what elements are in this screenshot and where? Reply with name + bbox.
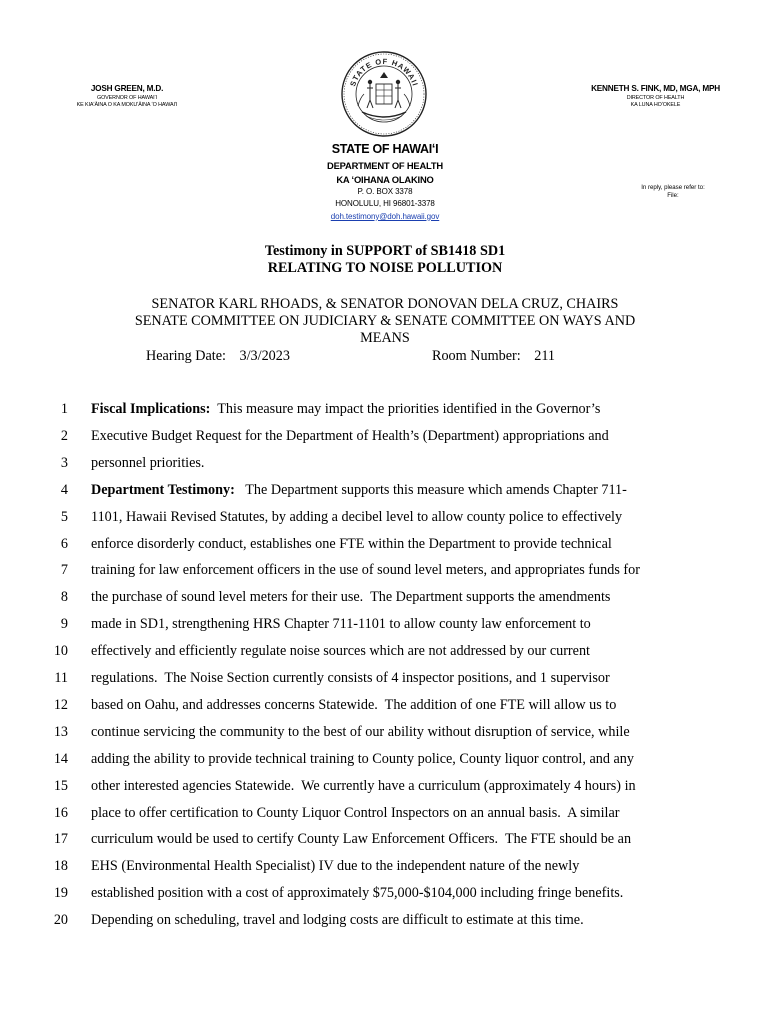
body-line: [91, 482, 691, 499]
line-text: established position with a cost of approximately $75,000-$104,000 including fringe benefits.: [91, 885, 624, 901]
email-link[interactable]: doh.testimony@doh.hawaii.gov: [330, 211, 440, 221]
governor-name: JOSH GREEN, M.D.: [90, 84, 164, 93]
body-line: [91, 536, 691, 553]
room-number-label: Room Number:: [432, 348, 521, 364]
line-text: curriculum would be used to certify County Law Enforcement Officers. The FTE should be an: [91, 831, 632, 847]
line-number: 6: [60, 536, 68, 552]
line-number: 20: [53, 912, 68, 928]
director-block: [588, 84, 723, 109]
department-name: DEPARTMENT OF HEALTH: [327, 160, 443, 171]
line-number: 8: [60, 589, 68, 605]
line-number: 12: [53, 697, 68, 713]
testimony-title-line2: RELATING TO NOISE POLLUTION: [267, 260, 503, 276]
line-number: 9: [60, 616, 68, 632]
line-text: EHS (Environmental Health Specialist) IV due to the independent nature of the newly: [91, 858, 580, 874]
body-line: [91, 912, 691, 929]
governor-block: [62, 84, 192, 109]
body-line: [91, 697, 691, 714]
body-line: [91, 885, 691, 902]
line-number: 1: [60, 401, 68, 417]
state-seal-icon: [340, 50, 428, 138]
section-heading: Department Testimony:: [91, 482, 235, 498]
line-text: effectively and efficiently regulate noise sources which are not addressed by our current: [91, 643, 590, 659]
line-text: Executive Budget Request for the Department of Health’s (Department) appropriations and: [91, 428, 609, 444]
line-number: 3: [60, 455, 68, 471]
line-text: 1101, Hawaii Revised Statutes, by adding a decibel level to allow county police to effectively: [91, 509, 623, 525]
line-number: 4: [60, 482, 68, 498]
address-block: [185, 186, 585, 223]
body-line: [91, 831, 691, 848]
line-number: 19: [53, 885, 68, 901]
hearing-date-value: 3/3/2023: [239, 348, 290, 364]
committee-block: [95, 296, 675, 347]
governor-title: GOVERNOR OF HAWAI‘I: [97, 95, 157, 101]
line-text: other interested agencies Statewide. We currently have a curriculum (approximately 4 hours) in: [91, 778, 636, 794]
committee-line3: MEANS: [360, 330, 410, 346]
line-number: 7: [60, 562, 68, 578]
director-title: DIRECTOR OF HEALTH: [626, 95, 685, 101]
director-name: KENNETH S. FINK, MD, MGA, MPH: [591, 84, 720, 93]
line-number: 18: [53, 858, 68, 874]
body-line: [91, 616, 691, 633]
line-number: 16: [53, 805, 68, 821]
body-line: [91, 670, 691, 687]
committee-line2: SENATE COMMITTEE ON JUDICIARY & SENATE COMMITTEE ON WAYS AND: [134, 313, 636, 329]
body-line: [91, 858, 691, 875]
line-text: enforce disorderly conduct, establishes one FTE within the Department to provide technical: [91, 536, 612, 552]
line-text: training for law enforcement officers in the use of sound level meters, and appropriates funds for: [91, 562, 640, 578]
body-line: [91, 805, 691, 822]
body-line: [91, 401, 691, 418]
line-text: This measure may impact the priorities identified in the Governor’s: [210, 401, 601, 417]
department-block: [185, 159, 585, 187]
reply-block: [628, 184, 718, 200]
governor-title-hawaiian: KE KIAʻĀINA O KA MOKUʻĀINA ʻO HAWAIʻI: [76, 102, 178, 108]
line-text: The Department supports this measure which amends Chapter 711-: [234, 482, 627, 498]
seal-text: STATE OF HAWAII: [348, 56, 420, 88]
file-label: File:: [667, 192, 679, 199]
body-line: [91, 778, 691, 795]
line-number: 17: [53, 831, 68, 847]
line-text: Depending on scheduling, travel and lodging costs are difficult to estimate at this time.: [91, 912, 584, 928]
body-line: [91, 455, 691, 472]
room-number: [432, 348, 555, 365]
department-name-hawaiian: KA ʻOIHANA OLAKINO: [336, 174, 434, 185]
line-number: 11: [54, 670, 68, 686]
committee-line1: SENATOR KARL RHOADS, & SENATOR DONOVAN DELA CRUZ, CHAIRS: [151, 296, 619, 312]
body-line: [91, 562, 691, 579]
state-name: STATE OF HAWAIʻI: [331, 142, 439, 156]
line-number: 15: [53, 778, 68, 794]
line-text: personnel priorities.: [91, 455, 205, 471]
line-number: 13: [53, 724, 68, 740]
body-line: [91, 751, 691, 768]
reply-label: In reply, please refer to:: [641, 184, 705, 191]
line-text: place to offer certification to County Liquor Control Inspectors on an annual basis. A similar: [91, 805, 620, 821]
body-line: [91, 589, 691, 606]
hearing-date: [146, 348, 290, 365]
body-line: [91, 724, 691, 741]
director-title-hawaiian: KA LUNA HOʻOKELE: [630, 102, 681, 108]
body-line: [91, 428, 691, 445]
line-number: 14: [53, 751, 68, 767]
line-number: 5: [60, 509, 68, 525]
line-text: continue servicing the community to the best of our ability without disruption of service, while: [91, 724, 630, 740]
po-box: P. O. BOX 3378: [357, 187, 413, 196]
line-text: based on Oahu, and addresses concerns Statewide. The addition of one FTE will allow us to: [91, 697, 617, 713]
line-number: 2: [60, 428, 68, 444]
city-line: HONOLULU, HI 96801-3378: [335, 199, 435, 209]
room-number-value: 211: [534, 348, 555, 364]
hearing-date-label: Hearing Date:: [146, 348, 226, 364]
section-heading: Fiscal Implications:: [91, 401, 211, 417]
line-text: regulations. The Noise Section currently consists of 4 inspector positions, and 1 supervisor: [91, 670, 610, 686]
line-text: adding the ability to provide technical training to County police, County liquor control, and any: [91, 751, 634, 767]
body-line: [91, 509, 691, 526]
testimony-title: [110, 243, 660, 277]
line-text: made in SD1, strengthening HRS Chapter 711-1101 to allow county law enforcement to: [91, 616, 591, 632]
line-number: 10: [53, 643, 68, 659]
body-line: [91, 643, 691, 660]
line-text: the purchase of sound level meters for their use. The Department supports the amendments: [91, 589, 611, 605]
testimony-title-line1: Testimony in SUPPORT of SB1418 SD1: [264, 243, 506, 259]
